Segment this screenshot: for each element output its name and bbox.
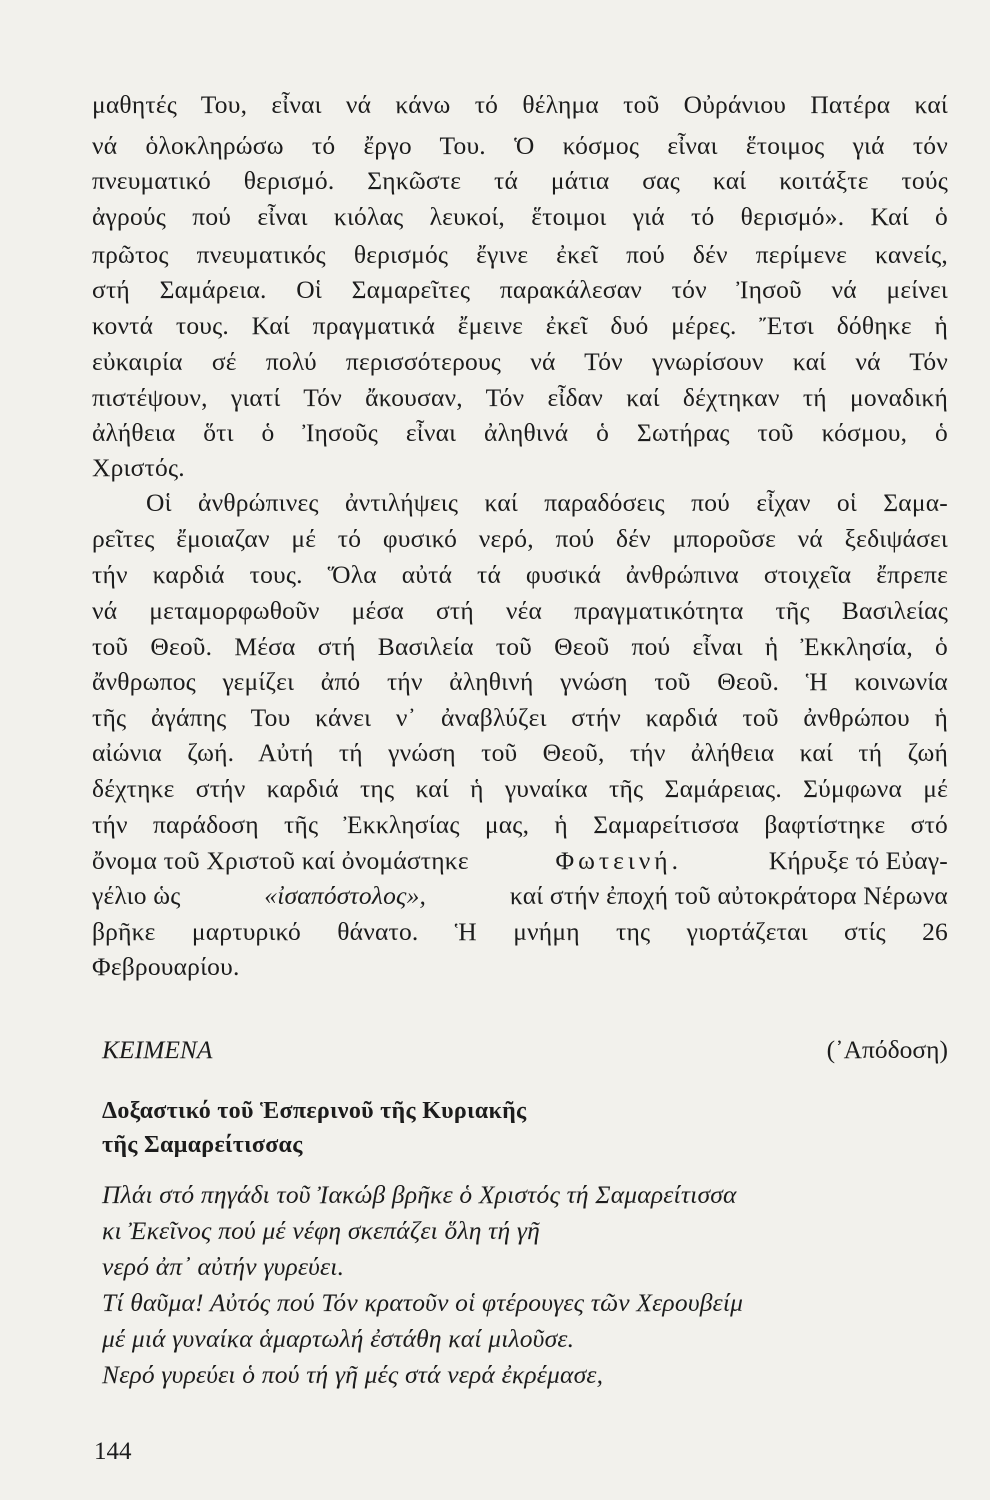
body-line-7: κοντά τους. Καί πραγματικά ἔμεινε ἐκεῖ δυό μέρες. Ἔτσι δόθηκε ἡ (92, 311, 948, 340)
body-line-12: Οἱ ἀνθρώπινες ἀντιλήψεις καί παραδόσεις πού εἶχαν οἱ Σαμα- (146, 488, 948, 517)
body-line-22-start: ὄνομα τοῦ Χριστοῦ καί ὀνομάστηκε (92, 846, 469, 875)
body-line-11: Χριστός. (92, 453, 185, 482)
body-line-17: ἄνθρωπος γεμίζει ἀπό τήν ἀληθινή γνώση τοῦ Θεοῦ. Ἡ κοινωνία (92, 667, 948, 696)
verse-line-2: κι Ἐκεῖνος πού μέ νέφη σκεπάζει ὅλη τή γῆ (102, 1216, 540, 1245)
body-line-14: τήν καρδιά τους. Ὅλα αὐτά τά φυσικά ἀνθρώπινα στοιχεῖα ἔπρεπε (92, 560, 948, 589)
body-line-25: Φεβρουαρίου. (92, 952, 240, 981)
verse-line-6: Νερό γυρεύει ὁ πού τή γῆ μές στά νερά ἐκρέμασε, (102, 1360, 604, 1389)
body-line-8: εὐκαιρία σέ πολύ περισσότερους νά Τόν γνωρίσουν καί νά Τόν (92, 347, 948, 376)
body-line-1: μαθητές Του, εἶναι νά κάνω τό θέλημα τοῦ Οὐράνιου Πατέρα καί (92, 90, 948, 119)
verse-line-3: νερό ἀπ᾽ αὐτήν γυρεύει. (102, 1252, 345, 1281)
body-line-15: νά μεταμορφωθοῦν μέσα στή νέα πραγματικότητα τῆς Βασιλείας (92, 596, 948, 625)
body-line-24: βρῆκε μαρτυρικό θάνατο. Ἡ μνήμη της γιορτάζεται στίς 26 (92, 917, 948, 946)
body-line-23-start: γέλιο ὡς (92, 881, 181, 910)
body-line-23 (92, 881, 948, 911)
body-line-22 (92, 846, 948, 876)
saint-name-spaced: Φωτεινή. (555, 846, 682, 875)
verse-line-1: Πλάι στό πηγάδι τοῦ Ἰακώβ βρῆκε ὁ Χριστός τή Σαμαρείτισσα (102, 1180, 737, 1209)
section-label: ΚΕΙΜΕΝΑ (102, 1035, 213, 1064)
body-line-21: τήν παράδοση τῆς Ἐκκλησίας μας, ἡ Σαμαρείτισσα βαφτίστηκε στό (92, 810, 948, 839)
body-line-6: στή Σαμάρεια. Οἱ Σαμαρεῖτες παρακάλεσαν τόν Ἰησοῦ νά μείνει (92, 275, 948, 304)
body-line-4: ἀγρούς πού εἶναι κιόλας λευκοί, ἕτοιμοι γιά τό θερισμό». Καί ὁ (92, 202, 948, 231)
body-line-18: τῆς ἀγάπης Του κάνει ν᾽ ἀναβλύζει στήν καρδιά τοῦ ἀνθρώπου ἡ (92, 703, 948, 732)
body-line-19: αἰώνια ζωή. Αὐτή τή γνώση τοῦ Θεοῦ, τήν ἀλήθεια καί τή ζωή (92, 738, 948, 767)
body-line-16: τοῦ Θεοῦ. Μέσα στή Βασιλεία τοῦ Θεοῦ πού εἶναι ἡ Ἐκκλησία, ὁ (92, 632, 948, 661)
body-line-9: πιστέψουν, γιατί Τόν ἄκουσαν, Τόν εἶδαν καί δέχτηκαν τή μοναδική (92, 383, 948, 412)
section-title-line-1: Δοξαστικό τοῦ Ἑσπερινοῦ τῆς Κυριακῆς (102, 1098, 527, 1124)
body-line-23-end: καί στήν ἐποχή τοῦ αὐτοκράτορα Νέρωνα (509, 881, 948, 910)
isapostolos-word: «ἰσαπόστολος», (264, 881, 427, 910)
body-line-10: ἀλήθεια ὅτι ὁ Ἰησοῦς εἶναι ἀληθινά ὁ Σωτήρας τοῦ κόσμου, ὁ (92, 418, 948, 447)
body-line-13: ρεῖτες ἔμοιαζαν μέ τό φυσικό νερό, πού δέν μποροῦσε νά ξεδιψάσει (92, 524, 948, 553)
page-number: 144 (94, 1438, 132, 1465)
section-note: (᾽Απόδοση) (826, 1035, 948, 1064)
body-line-2: νά ὁλοκληρώσω τό ἔργο Του. Ὁ κόσμος εἶναι ἕτοιμος γιά τόν (92, 131, 948, 160)
section-title-line-2: τῆς Σαμαρείτισσας (102, 1132, 303, 1158)
body-line-20: δέχτηκε στήν καρδιά της καί ἡ γυναίκα τῆς Σαμάρειας. Σύμφωνα μέ (92, 774, 948, 803)
body-line-3: πνευματικό θερισμό. Σηκῶστε τά μάτια σας καί κοιτάξτε τούς (92, 166, 948, 195)
verse-line-5: μέ μιά γυναίκα ἁμαρτωλή ἐστάθη καί μιλοῦσε. (102, 1324, 575, 1353)
body-line-5: πρῶτος πνευματικός θερισμός ἔγινε ἐκεῖ πού δέν περίμενε κανείς, (92, 240, 948, 269)
body-line-22-end: Κήρυξε τό Εὐαγ- (768, 846, 948, 875)
verse-line-4: Τί θαῦμα! Αὐτός πού Τόν κρατοῦν οἱ φτέρουγες τῶν Χερουβείμ (102, 1288, 744, 1317)
